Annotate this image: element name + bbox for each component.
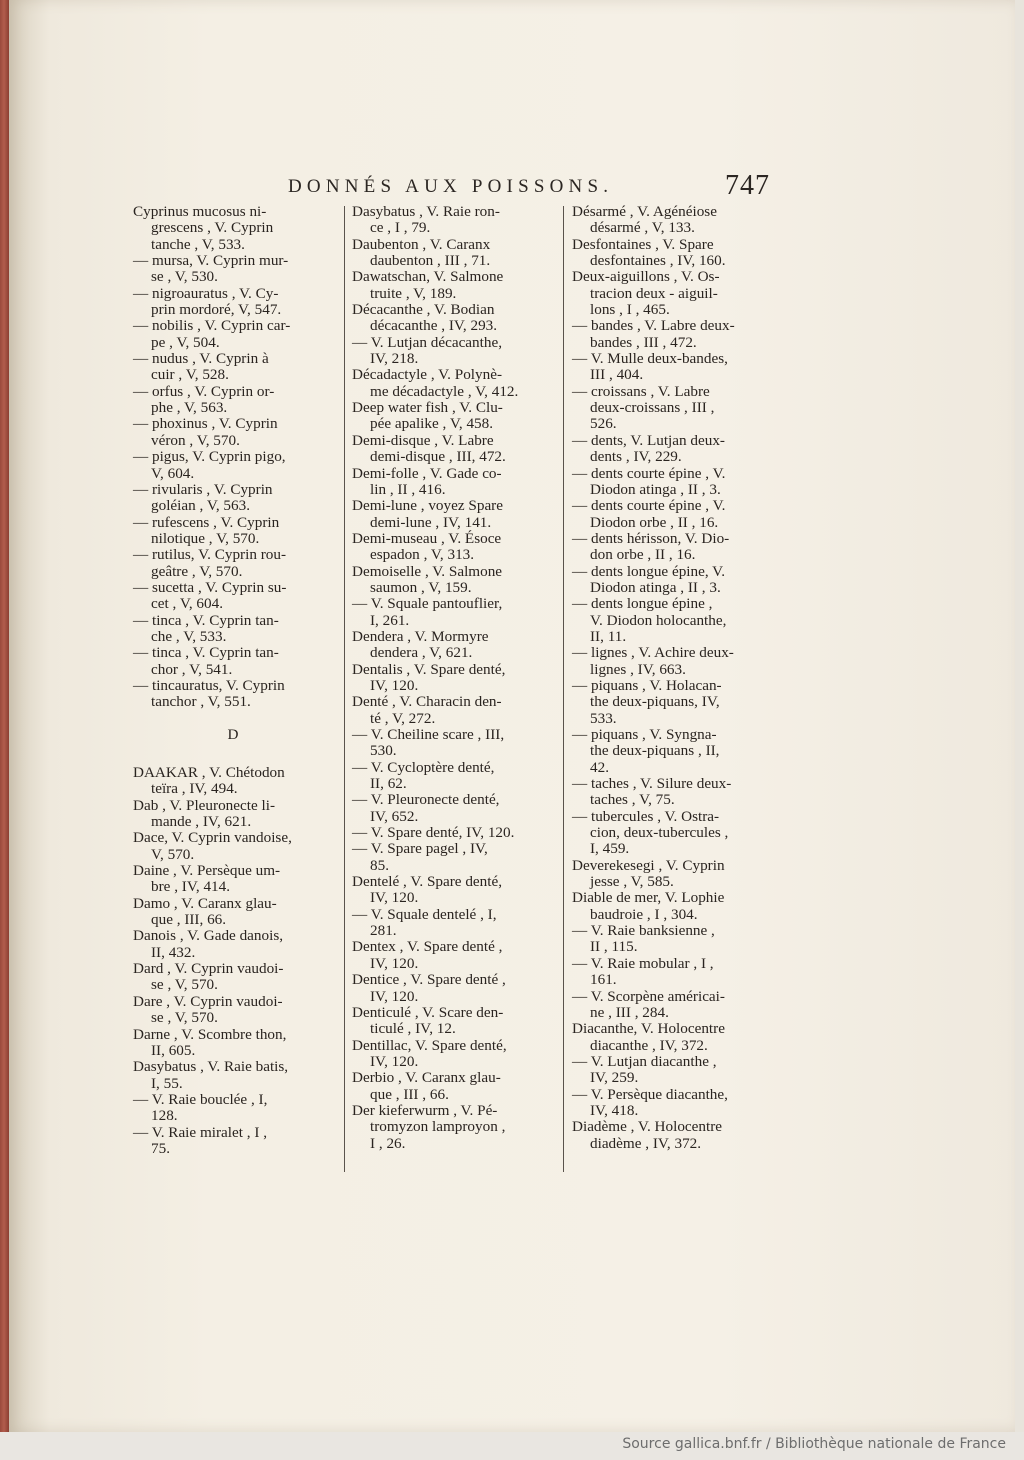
index-column-3	[572, 204, 784, 1152]
index-line: 85.	[370, 856, 389, 874]
index-line: — tinca , V. Cyprin tan-	[133, 644, 279, 662]
index-line: Demi-folle , V. Gade co-	[352, 464, 502, 482]
index-line: véron , V, 570.	[151, 431, 240, 449]
index-line: Dace, V. Cyprin vandoise,	[133, 829, 292, 847]
index-line: mande , IV, 621.	[151, 813, 252, 831]
index-line: — V. Persèque diacanthe,	[572, 1085, 728, 1103]
index-line: Décacanthe , V. Bodian	[352, 301, 495, 319]
index-line: truite , V, 189.	[370, 284, 457, 302]
index-line: dents , IV, 229.	[590, 448, 682, 466]
index-line: II, 432.	[151, 943, 196, 961]
index-line: don orbe , II , 16.	[590, 546, 696, 564]
index-line: lons , I , 465.	[590, 301, 670, 319]
index-line: II, 11.	[590, 627, 627, 645]
page-number: 747	[725, 170, 770, 201]
index-line: — V. Raie miralet , I ,	[133, 1123, 267, 1141]
index-line: cet , V, 604.	[151, 595, 223, 613]
index-line: Décadactyle , V. Polynè-	[352, 366, 503, 384]
index-line: — piquans , V. Holacan-	[572, 676, 722, 694]
index-line: Dab , V. Pleuronecte li-	[133, 796, 276, 814]
index-line: V. Diodon holocanthe,	[590, 611, 727, 629]
index-line: II, 62.	[370, 775, 407, 793]
index-line: Deep water fish , V. Clu-	[352, 399, 503, 417]
index-line: Diodon atinga , II , 3.	[590, 480, 721, 498]
index-line: — V. Raie bouclée , I,	[133, 1090, 268, 1108]
index-line: geâtre , V, 570.	[151, 562, 243, 580]
index-line: Dentalis , V. Spare denté,	[352, 660, 506, 678]
index-line: IV, 259.	[590, 1069, 639, 1087]
index-line: té , V, 272.	[370, 709, 436, 727]
index-line: — V. Spare denté, IV, 120.	[352, 824, 515, 842]
index-line: Der kieferwurm , V. Pé-	[352, 1101, 498, 1119]
index-line: prin mordoré, V, 547.	[151, 301, 282, 319]
index-line: the deux-piquans, IV,	[590, 693, 720, 711]
index-line: — mursa, V. Cyprin mur-	[133, 252, 289, 270]
index-line: Dard , V. Cyprin vaudoi-	[133, 960, 284, 978]
index-line: lin , II , 416.	[370, 480, 446, 498]
running-header	[288, 172, 778, 204]
index-line: demi-lune , IV, 141.	[370, 513, 492, 531]
index-line: the deux-piquans , II,	[590, 742, 720, 760]
index-line: 533.	[590, 709, 617, 727]
index-line: che , V, 533.	[151, 627, 227, 645]
index-line: Désarmé , V. Agénéiose	[572, 203, 717, 220]
index-line: II , 115.	[590, 938, 638, 956]
index-line: lignes , IV, 663.	[590, 660, 686, 678]
index-line: ne , III , 284.	[590, 1003, 669, 1021]
index-line: — croissans , V. Labre	[572, 382, 710, 400]
index-line: nilotique , V, 570.	[151, 529, 260, 547]
index-line: Deverekesegi , V. Cyprin	[572, 856, 725, 874]
index-line: tromyzon lamproyon ,	[370, 1118, 506, 1136]
index-line: Diodon atinga , II , 3.	[590, 578, 721, 596]
index-line: — dents hérisson, V. Dio-	[572, 529, 730, 547]
index-line: I , 26.	[370, 1134, 406, 1152]
index-line: 42.	[590, 758, 609, 776]
index-line: cuir , V, 528.	[151, 366, 229, 384]
index-line: tracion deux - aiguil-	[590, 284, 718, 302]
index-line: saumon , V, 159.	[370, 578, 472, 596]
index-line: Demi-museau , V. Ésoce	[352, 529, 502, 547]
index-line: ce , I , 79.	[370, 219, 431, 237]
index-line: — V. Raie mobular , I ,	[572, 954, 714, 972]
index-line: Dentelé , V. Spare denté,	[352, 873, 503, 891]
index-line: Dentillac, V. Spare denté,	[352, 1036, 507, 1054]
index-line: Daubenton , V. Caranx	[352, 235, 491, 253]
index-line: Cyprinus mucosus ni-	[133, 203, 267, 220]
index-line: Danois , V. Gade danois,	[133, 927, 284, 945]
index-line: — nudus , V. Cyprin à	[133, 350, 269, 368]
index-line: — V. Mulle deux-bandes,	[572, 350, 728, 368]
index-line: 281.	[370, 922, 397, 940]
index-line: que , III, 66.	[151, 911, 227, 929]
index-line: 128.	[151, 1107, 178, 1125]
running-title: DONNÉS AUX POISSONS.	[288, 176, 614, 197]
index-line: — V. Scorpène américai-	[572, 987, 725, 1005]
index-line: — V. Spare pagel , IV,	[352, 840, 488, 858]
index-line: Damo , V. Caranx glau-	[133, 894, 277, 912]
index-line: bandes , III , 472.	[590, 333, 697, 351]
index-line: — V. Raie banksienne ,	[572, 922, 715, 940]
index-line: — pigus, V. Cyprin pigo,	[133, 448, 286, 466]
index-line: pe , V, 504.	[151, 333, 220, 351]
index-line: — V. Squale pantouflier,	[352, 595, 503, 613]
index-line: teïra , IV, 494.	[151, 780, 238, 798]
index-line: 526.	[590, 415, 617, 433]
index-line: I, 261.	[370, 611, 410, 629]
index-line: V, 604.	[151, 464, 195, 482]
index-line: Demoiselle , V. Salmone	[352, 562, 503, 580]
index-line: IV, 120.	[370, 889, 419, 907]
index-line: III , 404.	[590, 366, 644, 384]
index-line: — dents courte épine , V.	[572, 464, 726, 482]
index-line: Denté , V. Characin den-	[352, 693, 502, 711]
index-line: 75.	[151, 1139, 170, 1157]
index-line: pée apalike , V, 458.	[370, 415, 494, 433]
index-line: Desfontaines , V. Spare	[572, 235, 714, 253]
index-line: — tinca , V. Cyprin tan-	[133, 611, 279, 629]
index-line: — V. Cycloptère denté,	[352, 758, 495, 776]
index-line: — V. Lutjan diacanthe ,	[572, 1052, 717, 1070]
index-line: II, 605.	[151, 1041, 196, 1059]
index-line: se , V, 530.	[151, 268, 218, 286]
index-line: — nobilis , V. Cyprin car-	[133, 317, 291, 335]
index-line: I, 459.	[590, 840, 630, 858]
index-line: jesse , V, 585.	[590, 873, 674, 891]
column-divider	[344, 206, 345, 1172]
index-line: se , V, 570.	[151, 1009, 218, 1027]
index-line: 161.	[590, 971, 617, 989]
index-line: me décadactyle , V, 412.	[370, 382, 519, 400]
column-divider	[563, 206, 564, 1172]
index-line: demi-disque , III, 472.	[370, 448, 506, 466]
index-line: cion, deux-tubercules ,	[590, 824, 729, 842]
index-line: — rivularis , V. Cyprin	[133, 480, 273, 498]
index-line: Diadème , V. Holocentre	[572, 1118, 723, 1136]
index-line: — tubercules , V. Ostra-	[572, 807, 720, 825]
index-line: Diable de mer, V. Lophie	[572, 889, 725, 907]
index-line: diadème , IV, 372.	[590, 1134, 702, 1152]
index-line: Dasybatus , V. Raie batis,	[133, 1058, 289, 1076]
index-line: bre , IV, 414.	[151, 878, 231, 896]
index-line: grescens , V. Cyprin	[151, 219, 274, 237]
index-line: baudroie , I , 304.	[590, 905, 698, 923]
index-line: I, 55.	[151, 1074, 183, 1092]
index-line: Dawatschan, V. Salmone	[352, 268, 504, 286]
index-line: phe , V, 563.	[151, 399, 228, 417]
index-column-2	[352, 204, 556, 1152]
index-line: Daine , V. Persèque um-	[133, 862, 281, 880]
index-line: ticulé , IV, 12.	[370, 1020, 456, 1038]
index-line: IV, 652.	[370, 807, 419, 825]
index-line: — V. Pleuronecte denté,	[352, 791, 500, 809]
index-line: IV, 120.	[370, 676, 419, 694]
index-line: — piquans , V. Syngna-	[572, 726, 717, 743]
index-line: IV, 120.	[370, 1052, 419, 1070]
index-line: tanche , V, 533.	[151, 235, 245, 253]
index-line: Dare , V. Cyprin vaudoi-	[133, 992, 283, 1010]
index-line: — taches , V. Silure deux-	[572, 775, 732, 793]
index-line: IV, 120.	[370, 987, 419, 1005]
index-line: dendera , V, 621.	[370, 644, 473, 662]
index-line: IV, 218.	[370, 350, 419, 368]
index-line: taches , V, 75.	[590, 791, 675, 809]
index-line: IV, 120.	[370, 954, 419, 972]
index-line: chor , V, 541.	[151, 660, 233, 678]
index-line: — V. Lutjan décacanthe,	[352, 333, 502, 351]
index-line: se , V, 570.	[151, 976, 218, 994]
index-column-1	[133, 204, 333, 1157]
index-line: — dents courte épine , V.	[572, 497, 726, 515]
index-line: 530.	[370, 742, 397, 760]
index-line: tanchor , V, 551.	[151, 693, 251, 711]
index-line: que , III , 66.	[370, 1085, 449, 1103]
index-line: — rufescens , V. Cyprin	[133, 513, 280, 531]
index-line: IV, 418.	[590, 1101, 639, 1119]
index-line: — V. Squale dentelé , I,	[352, 905, 497, 923]
index-line: — dents longue épine, V.	[572, 562, 725, 580]
index-line: DAAKAR , V. Chétodon	[133, 764, 285, 781]
index-line: — tincauratus, V. Cyprin	[133, 676, 285, 694]
index-line: daubenton , III , 71.	[370, 252, 491, 270]
index-line: — bandes , V. Labre deux-	[572, 317, 735, 335]
index-line: — dents, V. Lutjan deux-	[572, 431, 725, 449]
index-line: V, 570.	[151, 845, 195, 863]
index-line: Demi-lune , voyez Spare	[352, 497, 503, 515]
index-line: Diacanthe, V. Holocentre	[572, 1020, 725, 1038]
index-line: décacanthe , IV, 293.	[370, 317, 498, 335]
index-line: Denticulé , V. Scare den-	[352, 1003, 504, 1021]
index-line: — rutilus, V. Cyprin rou-	[133, 546, 287, 564]
index-line: Dendera , V. Mormyre	[352, 627, 489, 645]
section-letter: D	[227, 725, 239, 743]
index-line: — nigroauratus , V. Cy-	[133, 284, 279, 302]
index-line: Dentex , V. Spare denté ,	[352, 938, 503, 956]
index-line: — V. Cheiline scare , III,	[352, 726, 505, 743]
index-line: — lignes , V. Achire deux-	[572, 644, 734, 662]
source-attribution: Source gallica.bnf.fr / Bibliothèque nationale de France	[622, 1436, 1006, 1452]
index-line: goléian , V, 563.	[151, 497, 250, 515]
index-line: espadon , V, 313.	[370, 546, 475, 564]
index-line: désarmé , V, 133.	[590, 219, 695, 237]
index-line: Dasybatus , V. Raie ron-	[352, 203, 500, 220]
index-line: Dentice , V. Spare denté ,	[352, 971, 506, 989]
index-line: — sucetta , V. Cyprin su-	[133, 578, 287, 596]
book-spine	[0, 0, 9, 1432]
index-line: Deux-aiguillons , V. Os-	[572, 268, 720, 286]
index-line: — dents longue épine ,	[572, 595, 713, 613]
index-line: Derbio , V. Caranx glau-	[352, 1069, 501, 1087]
index-line: desfontaines , IV, 160.	[590, 252, 726, 270]
index-line: Darne , V. Scombre thon,	[133, 1025, 287, 1043]
index-line: Demi-disque , V. Labre	[352, 431, 494, 449]
index-line: — orfus , V. Cyprin or-	[133, 382, 275, 400]
index-line: — phoxinus , V. Cyprin	[133, 415, 278, 433]
index-line: deux-croissans , III ,	[590, 399, 715, 417]
index-line: diacanthe , IV, 372.	[590, 1036, 708, 1054]
index-line: Diodon orbe , II , 16.	[590, 513, 719, 531]
